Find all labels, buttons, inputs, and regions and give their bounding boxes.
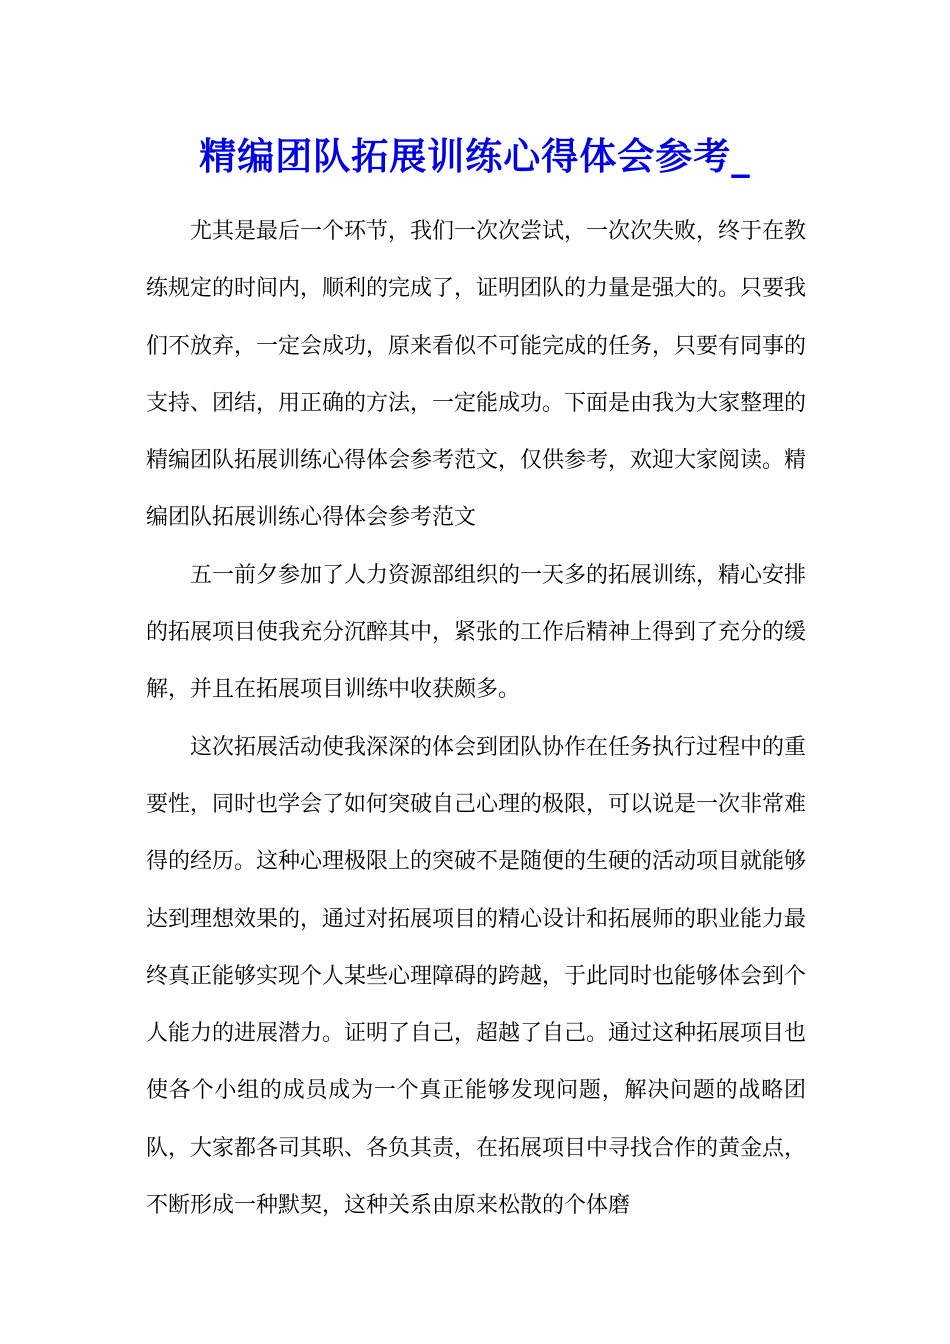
document-title: 精编团队拓展训练心得体会参考_: [199, 134, 751, 178]
paragraph-3: 这次拓展活动使我深深的体会到团队协作在任务执行过程中的重要性，同时也学会了如何突破自己心理的极限，可以说是一次非常难得的经历。这种心理极限上的突破不是随便的生硬的活动项目就能够达到理想效果的，通过对拓展项目的精心设计和拓展师的职业能力最终真正能够实现个人某些心理障碍的跨越，于此同时也能够体会到个人能力的进展潜力。证明了自己，超越了自己。通过这种拓展项目也使各个小组的成员成为一个真正能够发现问题，解决问题的战略团队，大家都各司其职、各负其责，在拓展项目中寻找合作的黄金点，不断形成一种默契，这种关系由原来松散的个体磨: [146, 734, 807, 1219]
document-body: [146, 203, 806, 1234]
paragraph-1: 尤其是最后一个环节，我们一次次尝试，一次次失败，终于在教练规定的时间内，顺利的完成了，证明团队的力量是强大的。只要我们不放弃，一定会成功，原来看似不可能完成的任务，只要有同事的支持、团结，用正确的方法，一定能成功。下面是由我为大家整理的精编团队拓展训练心得体会参考范文，仅供参考，欢迎大家阅读。精编团队拓展训练心得体会参考范文: [146, 219, 807, 531]
paragraph-2: 五一前夕参加了人力资源部组织的一天多的拓展训练，精心安排的拓展项目使我充分沉醉其中，紧张的工作后精神上得到了充分的缓解，并且在拓展项目训练中收获颇多。: [146, 562, 807, 703]
